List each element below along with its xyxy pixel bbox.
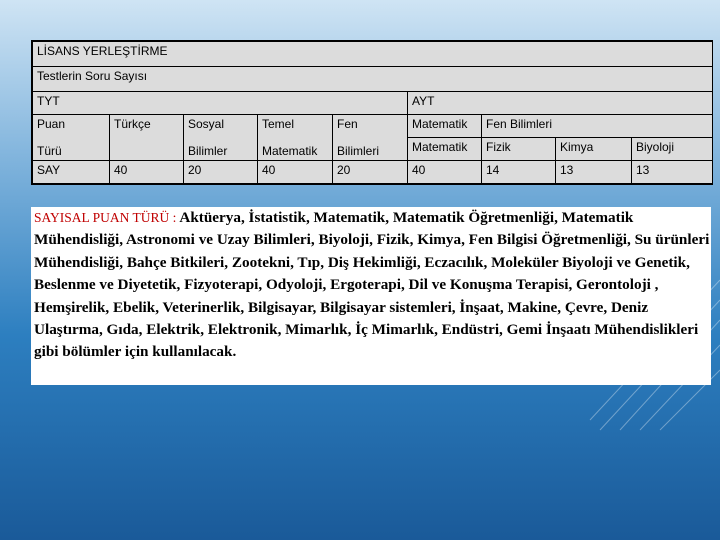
table-title-row — [33, 42, 713, 67]
table-cell: 13 — [632, 161, 713, 184]
score-type-label: SAYISAL PUAN TÜRÜ : — [34, 210, 177, 225]
header-cell: Fizik — [482, 138, 556, 161]
table-title: LİSANS YERLEŞTİRME — [33, 42, 713, 67]
header-cell: Matematik — [408, 115, 482, 138]
header-cell: Kimya — [556, 138, 632, 161]
section-ayt: AYT — [408, 92, 713, 115]
placement-table-container — [31, 40, 713, 185]
table-cell: 20 — [184, 161, 258, 184]
header-cell: Türkçe — [110, 115, 184, 138]
header-cell: Biyoloji — [632, 138, 713, 161]
department-list: Aktüerya, İstatistik, Matematik, Matematik Öğretmenliği, Matematik Mühendisliği, Astronomi ve Uzay Bilimleri, Biyoloji, Fizik, Kimya, Fen Bilgisi Öğretmenliği, Su ürünleri Mühendisliği, Bahçe Bitkileri, Zootekni, Tıp, Diş Hekimliği, Eczacılık, Moleküler Biyoloji ve Genetik, Beslenme ve Diyetetik, Fizyoterapi, Odyoloji, Ergoterapi, Dil ve Konuşma Terapisi, Gerontoloji , Hemşirelik, Ebelik, Veterinerlik, Bilgisayar, Bilgisayar sistemleri, İnşaat, Makine, Çevre, Deniz Ulaştırma, Gıda, Elektrik, Elektronik, Mimarlık, İç Mimarlık, Endüstri, Gemi İnşaatı Mühendislikleri gibi bölümler için kullanılacak. — [34, 209, 710, 361]
header-cell: Matematik — [408, 138, 482, 161]
section-row — [33, 92, 713, 115]
header-cell: Sosyal — [184, 115, 258, 138]
header-cell: Türü — [33, 138, 110, 161]
section-tyt: TYT — [33, 92, 408, 115]
table-subtitle-row — [33, 67, 713, 92]
table-cell: SAY — [33, 161, 110, 184]
header-cell: Bilimleri — [333, 138, 408, 161]
header-cell: Matematik — [258, 138, 333, 161]
table-subtitle: Testlerin Soru Sayısı — [33, 67, 713, 92]
table-cell: 40 — [110, 161, 184, 184]
table-cell: 40 — [408, 161, 482, 184]
header-row-2 — [33, 138, 713, 161]
table-row — [33, 161, 713, 184]
header-cell: Fen Bilimleri — [482, 115, 713, 138]
header-cell: Fen — [333, 115, 408, 138]
table-cell: 13 — [556, 161, 632, 184]
table-cell: 40 — [258, 161, 333, 184]
table-cell: 20 — [333, 161, 408, 184]
header-row-1 — [33, 115, 713, 138]
placement-table — [32, 41, 713, 184]
header-cell: Temel — [258, 115, 333, 138]
header-cell: Bilimler — [184, 138, 258, 161]
header-cell — [110, 138, 184, 161]
department-description — [34, 207, 710, 364]
table-cell: 14 — [482, 161, 556, 184]
header-cell: Puan — [33, 115, 110, 138]
